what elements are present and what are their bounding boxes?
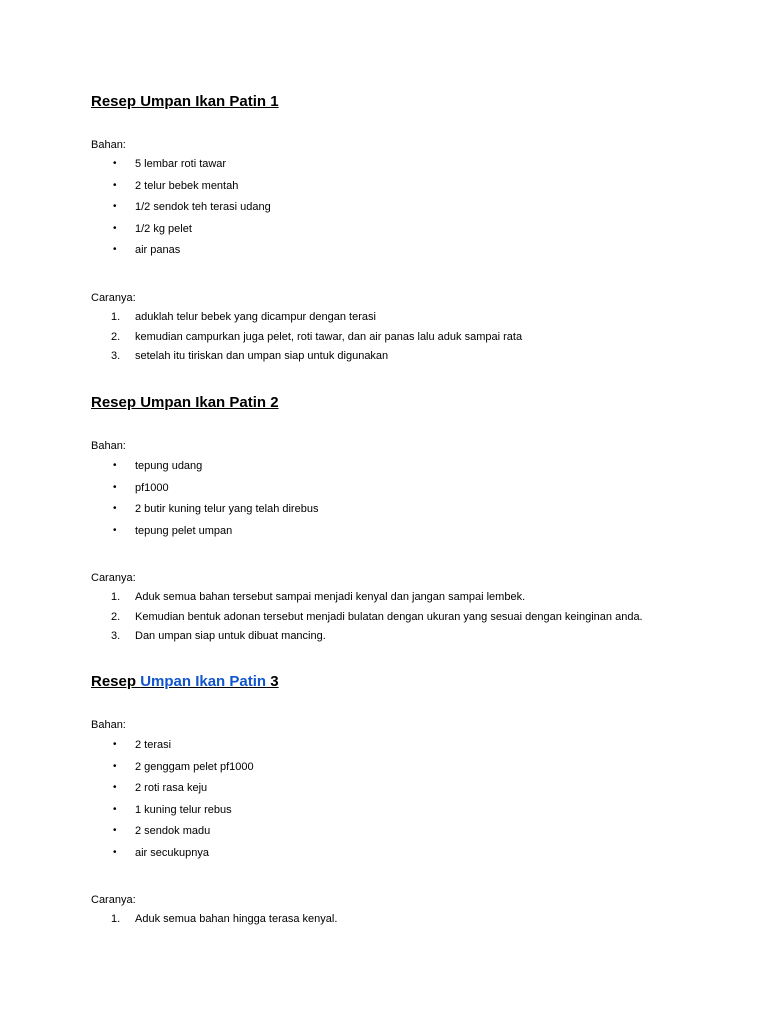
ingredient-item: • 2 sendok madu [113, 825, 211, 837]
bahan-label-2: Bahan: [91, 440, 126, 452]
ingredient-item: • air panas [113, 244, 181, 256]
step-item: 1. aduklah telur bebek yang dicampur dengan terasi [111, 311, 376, 323]
bullet-icon: • [113, 803, 117, 815]
bullet-icon: • [113, 481, 117, 493]
ingredient-item: • 1 kuning telur rebus [113, 803, 232, 816]
ingredient-list-3 [91, 738, 731, 867]
bullet-icon: • [113, 503, 117, 514]
step-item: 1. Aduk semua bahan tersebut sampai menjadi kenyal dan jangan sampai lembek. [111, 591, 526, 603]
bahan-label-3: Bahan: [91, 719, 126, 731]
step-number: 2. [111, 330, 121, 343]
recipe-title-3: Resep Umpan Ikan Patin 3 [91, 673, 279, 690]
step-number: 3. [111, 350, 121, 362]
bullet-icon: • [113, 524, 117, 536]
recipe-section-1 [91, 92, 731, 362]
recipe-section-2 [91, 393, 731, 642]
bullet-icon: • [113, 739, 117, 750]
ingredient-item: • 1/2 kg pelet [113, 222, 192, 235]
step-item: 3. setelah itu tiriskan dan umpan siap untuk digunakan [111, 350, 389, 362]
step-number: 3. [111, 630, 121, 642]
step-item: 3. Dan umpan siap untuk dibuat mancing. [111, 630, 326, 642]
step-number: 2. [111, 610, 121, 623]
ingredient-item: • 5 lembar roti tawar [113, 158, 227, 170]
bullet-icon: • [113, 825, 117, 836]
bullet-icon: • [113, 158, 117, 169]
bahan-label-1: Bahan: [91, 139, 126, 151]
step-item: 2. kemudian campurkan juga pelet, roti tawar, dan air panas lalu aduk sampai rata [111, 330, 523, 343]
ingredient-item: • air secukupnya [113, 846, 209, 859]
ingredient-item: • 2 roti rasa keju [113, 782, 208, 794]
bullet-icon: • [113, 760, 117, 772]
ingredient-item: • 2 terasi [113, 739, 172, 751]
step-list-1 [91, 310, 731, 369]
ingredient-list-1 [91, 157, 731, 265]
ingredient-item: • tepung udang [113, 460, 203, 472]
bullet-icon: • [113, 179, 117, 191]
bullet-icon: • [113, 201, 117, 212]
bullet-icon: • [113, 460, 117, 471]
ingredient-item: • 2 genggam pelet pf1000 [113, 760, 254, 773]
bullet-icon: • [113, 782, 117, 793]
ingredient-item: • 2 telur bebek mentah [113, 179, 239, 192]
ingredient-item: • 1/2 sendok teh terasi udang [113, 201, 271, 213]
ingredient-item: • pf1000 [113, 481, 169, 494]
bullet-icon: • [113, 222, 117, 234]
recipe-title-1: Resep Umpan Ikan Patin 1 [91, 93, 279, 110]
step-list-3 [91, 912, 731, 932]
bullet-icon: • [113, 846, 117, 858]
step-number: 1. [111, 591, 121, 603]
title-link[interactable]: Umpan Ikan Patin [140, 673, 267, 690]
caranya-label-1: Caranya: [91, 292, 136, 304]
bullet-icon: • [113, 244, 117, 255]
caranya-label-2: Caranya: [91, 572, 136, 584]
recipe-title-2: Resep Umpan Ikan Patin 2 [91, 394, 279, 411]
ingredient-list-2 [91, 459, 731, 545]
step-number: 1. [111, 311, 121, 323]
recipe-section-3 [91, 672, 731, 925]
step-list-2 [91, 590, 731, 649]
caranya-label-3: Caranya: [91, 894, 136, 906]
step-number: 1. [111, 913, 121, 925]
ingredient-item: • tepung pelet umpan [113, 524, 233, 537]
ingredient-item: • 2 butir kuning telur yang telah direbus [113, 503, 319, 515]
step-item: 2. Kemudian bentuk adonan tersebut menjadi bulatan dengan ukuran yang sesuai dengan keinginan anda. [111, 610, 643, 623]
step-item: 1. Aduk semua bahan hingga terasa kenyal. [111, 913, 338, 925]
